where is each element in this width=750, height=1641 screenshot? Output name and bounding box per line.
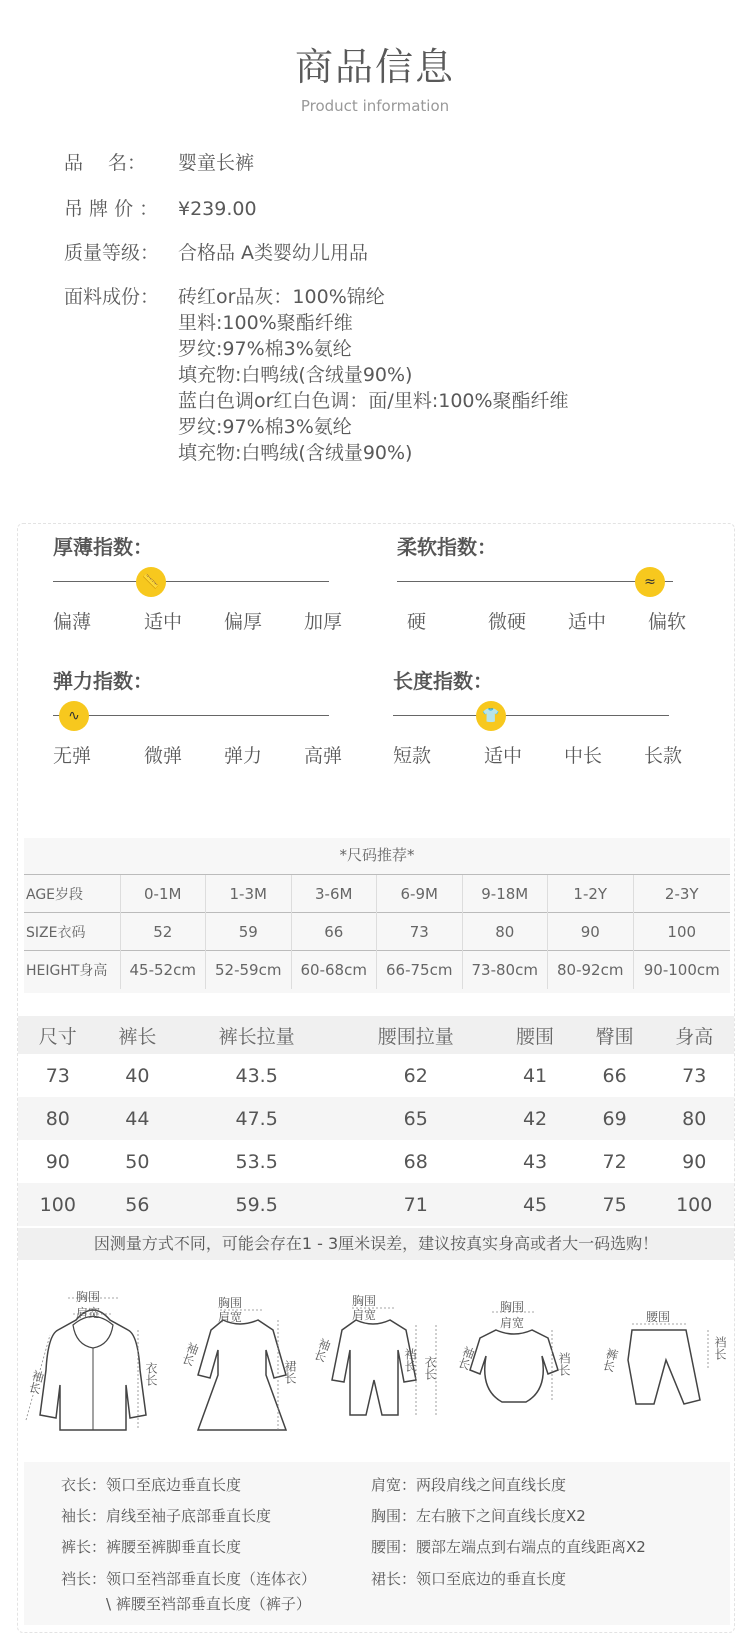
figure-label: 衣长	[144, 1362, 158, 1386]
figure-label: 衣长	[423, 1356, 437, 1380]
table-cell: 66	[291, 913, 377, 951]
figure-label: 袖长	[455, 1344, 477, 1372]
info-row-grade	[64, 240, 569, 266]
jacket-figure	[18, 1290, 168, 1450]
page-header	[0, 36, 750, 115]
figure-label: 胸围	[218, 1296, 243, 1310]
table-cell: 66-75cm	[377, 951, 463, 989]
definition: 肩宽：两段肩线之间直线长度	[371, 1476, 567, 1494]
table-cell: 1-2Y	[548, 875, 634, 913]
table-cell: 71	[336, 1183, 495, 1226]
measure-table	[18, 1016, 734, 1226]
info-value: 婴童长裤	[178, 152, 255, 174]
figure-label: 袖长	[179, 1340, 201, 1368]
scale-label: 适中	[143, 611, 182, 633]
figure-label: 肩宽	[76, 1306, 101, 1320]
table-row	[18, 1054, 734, 1097]
table-cell: 9-18M	[462, 875, 548, 913]
column-header: 裤长	[98, 1016, 178, 1054]
table-cell: 41	[522, 1064, 548, 1087]
table-cell: 90	[682, 1150, 707, 1173]
definition: 胸围：左右腋下之间直线长度X2	[371, 1507, 586, 1525]
table-cell: 80-92cm	[548, 951, 634, 989]
table-cell: 65	[336, 1097, 495, 1140]
scale-labels	[397, 607, 697, 634]
softness-index	[397, 531, 697, 633]
garment-figures	[18, 1290, 734, 1450]
bodysuit-figure	[456, 1290, 586, 1450]
table-cell: 100	[18, 1183, 98, 1226]
table-cell: 62	[403, 1064, 428, 1087]
info-row-fabric	[64, 284, 569, 466]
info-label: 面料成份：	[64, 286, 160, 308]
length-index	[393, 665, 693, 767]
scale-line	[53, 715, 329, 716]
table-cell: 80	[654, 1097, 734, 1140]
index-title: 弹力指数：	[53, 669, 153, 693]
recommend-title: *尺码推荐*	[339, 846, 415, 864]
column-header: 身高	[654, 1016, 734, 1054]
column-header: 腰围	[495, 1016, 575, 1054]
table-cell: 42	[495, 1097, 575, 1140]
measure-table-wrap	[18, 1016, 734, 1226]
size-recommend	[24, 838, 730, 993]
table-cell: 73	[377, 913, 463, 951]
recommend-table	[24, 874, 730, 989]
table-cell: 45-52cm	[120, 951, 206, 989]
definition: 裙长：领口至底边的垂直长度	[371, 1570, 567, 1588]
table-cell: 6-9M	[377, 875, 463, 913]
table-cell: 52-59cm	[206, 951, 292, 989]
column-header: 腰围拉量	[336, 1016, 495, 1054]
table-cell: 43.5	[235, 1064, 278, 1087]
scale-labels	[53, 607, 353, 634]
definition: 衣长：领口至底边垂直长度	[61, 1476, 242, 1494]
scale-label: 无弹	[53, 745, 92, 767]
table-cell: 73	[682, 1064, 707, 1087]
table-cell: 100	[654, 1183, 734, 1226]
elasticity-index	[53, 665, 353, 767]
fabric-line: 里料:100%聚酯纤维	[178, 312, 353, 334]
table-cell: 73	[45, 1064, 70, 1087]
table-cell: 73-80cm	[462, 951, 548, 989]
table-row	[24, 951, 730, 989]
table-cell: 3-6M	[291, 875, 377, 913]
scale-label: 偏软	[647, 611, 686, 633]
figure-label: 胸围	[500, 1300, 525, 1314]
table-cell: 56	[98, 1183, 178, 1226]
romper-figure	[308, 1290, 448, 1450]
scale-line	[393, 715, 669, 716]
scale-label: 微硬	[487, 611, 526, 633]
table-cell: 59.5	[177, 1183, 336, 1226]
info-value: 合格品 A类婴幼儿用品	[178, 242, 369, 264]
table-cell: 72	[602, 1150, 627, 1173]
scale-label: 中长	[563, 745, 602, 767]
table-cell: 75	[575, 1183, 655, 1226]
definition: 裤长：裤腰至裤脚垂直长度	[61, 1538, 242, 1556]
table-cell: 80	[18, 1097, 98, 1140]
table-cell: 90-100cm	[633, 951, 730, 989]
table-cell: 47.5	[177, 1097, 336, 1140]
figure-label: 胸围	[76, 1290, 101, 1304]
index-title: 厚薄指数：	[53, 535, 153, 559]
scale-label: 加厚	[303, 611, 342, 633]
scale-label: 弹力	[223, 745, 262, 767]
column-header: 臀围	[575, 1016, 655, 1054]
fabric-lines	[178, 284, 569, 466]
table-cell: 2-3Y	[633, 875, 730, 913]
scale-labels	[393, 741, 693, 768]
fabric-line: 蓝白色调or红白色调：面/里料:100%聚酯纤维	[178, 390, 569, 412]
scale-label: 硬	[407, 611, 427, 633]
table-cell: 69	[575, 1097, 655, 1140]
dress-figure	[178, 1290, 308, 1450]
info-label: 质量等级：	[64, 242, 160, 264]
info-row-price	[64, 196, 569, 222]
index-title: 长度指数：	[393, 669, 493, 693]
fabric-line: 填充物:白鸭绒(含绒量90%)	[178, 364, 413, 386]
scale-label: 微弹	[143, 745, 182, 767]
scale-label: 长款	[643, 745, 682, 767]
product-info	[64, 150, 569, 486]
figure-label: 肩宽	[352, 1308, 377, 1322]
table-cell: 1-3M	[206, 875, 292, 913]
spring-icon: ∿	[59, 701, 89, 731]
measure-note: 因测量方式不同，可能会存在1 - 3厘米误差，建议按真实身高或者大一码选购！	[18, 1228, 734, 1260]
scale-label: 高弹	[303, 745, 342, 767]
definition: 裆长：领口至裆部垂直长度（连体衣）	[61, 1570, 317, 1588]
table-cell: 100	[633, 913, 730, 951]
table-cell: 53.5	[235, 1150, 278, 1173]
figure-label: 肩宽	[500, 1316, 525, 1330]
definition: \ 裤腰至裆部垂直长度（裤子）	[106, 1595, 311, 1613]
info-label: 品 名：	[64, 152, 147, 174]
index-title: 柔软指数：	[397, 535, 497, 559]
table-cell: 0-1M	[120, 875, 206, 913]
fabric-line: 罗纹:97%棉3%氨纶	[178, 338, 352, 360]
table-row	[24, 913, 730, 951]
table-cell: 43	[522, 1150, 548, 1173]
table-cell: 44	[98, 1097, 178, 1140]
row-header: AGE岁段	[24, 875, 120, 913]
definition: 腰围：腰部左端点到右端点的直线距离X2	[371, 1538, 646, 1556]
fabric-line: 罗纹:97%棉3%氨纶	[178, 416, 352, 438]
figure-label: 裆长	[713, 1336, 727, 1360]
page-title: 商品信息	[294, 45, 455, 89]
fabric-line: 砖红or品灰：100%锦纶	[178, 286, 385, 308]
table-cell: 60-68cm	[291, 951, 377, 989]
table-row	[18, 1183, 734, 1226]
figure-label: 腰围	[646, 1310, 671, 1324]
fabric-line: 填充物:白鸭绒(含绒量90%)	[178, 442, 413, 464]
row-header: HEIGHT身高	[24, 951, 120, 989]
measure-definitions	[24, 1462, 730, 1625]
scale-label: 适中	[483, 745, 522, 767]
info-value: ¥239.00	[178, 198, 257, 220]
thickness-index	[53, 531, 353, 633]
wave-icon: ≈	[635, 567, 665, 597]
figure-label: 袖长	[311, 1336, 333, 1364]
column-header: 裤长拉量	[177, 1016, 336, 1054]
figure-label: 裆长	[403, 1348, 417, 1372]
figure-label: 胸围	[352, 1294, 377, 1308]
table-cell: 59	[206, 913, 292, 951]
info-row-name	[64, 150, 569, 176]
shirt-icon: 👕	[476, 701, 506, 731]
figure-label: 裆长	[557, 1352, 571, 1376]
definition: 袖长：肩线至袖子底部垂直长度	[61, 1507, 272, 1525]
scale-labels	[53, 741, 353, 768]
page-subtitle: Product information	[300, 97, 450, 115]
table-cell: 45	[495, 1183, 575, 1226]
table-cell: 50	[125, 1150, 150, 1173]
figure-label: 裙长	[283, 1360, 297, 1384]
scale-label: 偏厚	[223, 611, 262, 633]
scale-line	[397, 581, 673, 582]
table-cell: 66	[602, 1064, 627, 1087]
table-cell: 90	[45, 1150, 70, 1173]
info-label: 吊 牌 价 ：	[64, 198, 159, 220]
scale-label: 适中	[567, 611, 606, 633]
table-cell: 80	[462, 913, 548, 951]
row-header: SIZE衣码	[24, 913, 120, 951]
column-header: 尺寸	[18, 1016, 98, 1054]
scale-label: 偏薄	[53, 611, 92, 633]
scale-label: 短款	[393, 745, 432, 767]
table-cell: 68	[403, 1150, 428, 1173]
table-cell: 40	[125, 1064, 150, 1087]
figure-label: 袖长	[26, 1368, 46, 1396]
table-header-row	[18, 1016, 734, 1054]
table-cell: 52	[120, 913, 206, 951]
pants-figure	[596, 1290, 734, 1450]
table-row	[18, 1140, 734, 1183]
table-row	[24, 875, 730, 913]
figure-label: 裤长	[600, 1346, 620, 1374]
ruler-icon: 📏	[136, 567, 166, 597]
table-row	[18, 1097, 734, 1140]
table-cell: 90	[548, 913, 634, 951]
scale-line	[53, 581, 329, 582]
figure-label: 肩宽	[218, 1310, 243, 1324]
